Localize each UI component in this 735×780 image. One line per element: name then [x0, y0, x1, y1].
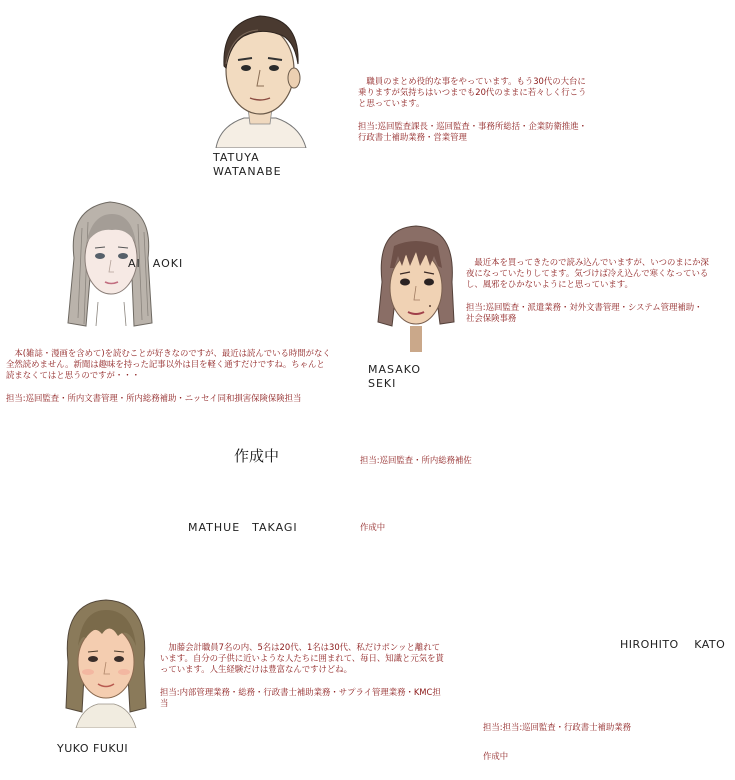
name-takagi: MATHUE TAKAGI: [188, 521, 298, 534]
intro-aoki: [6, 348, 332, 404]
duties-text: 担当:巡回監査課長・巡回監査・事務所総括・企業防衛推進・行政書士補助業務・営業管理: [358, 121, 587, 142]
name-fukui: YUKO FUKUI: [57, 742, 129, 755]
intro-watanabe: [358, 76, 594, 143]
name-seki-family: SEKI: [368, 377, 397, 390]
portrait-placeholder-takagi: 作成中: [234, 447, 280, 465]
name-seki-given: MASAKO: [368, 363, 421, 376]
intro-text: 加藤会計職員7名の内、5名は20代、1名は30代、私だけポンッと離れています。自分の子供に近いような人たちに囲まれて、毎日、知識と元気を貰っています。人生経験だけは豊富なんですけどね。: [160, 642, 444, 674]
portrait-fukui: [58, 596, 154, 728]
intro-kato: 作成中: [483, 751, 509, 761]
duties-text: 担当:巡回監査・所内文書管理・所内総務補助・ニッセイ同和損害保険保険担当: [6, 393, 302, 403]
intro-takagi: 作成中: [360, 522, 386, 532]
intro-text: 職員のまとめ役的な事をやっています。もう30代の大台に乗りますが気持ちはいつまでも20代のままに若々しく行こうと思っています。: [358, 76, 587, 108]
portrait-watanabe: [208, 8, 312, 148]
intro-fukui: [160, 642, 444, 709]
portrait-seki: [372, 222, 460, 357]
name-kato: HIROHITO KATO: [620, 638, 726, 651]
intro-text: 本(雑誌・漫画を含めて)を読むことが好きなのですが、最近は読んでいる時間がなく全然読めません。新聞は趣味を持った記事以外は目を軽く通すだけですね。ちゃんと読まなくてはと思うのですが・・・: [6, 348, 331, 380]
name-watanabe-family: WATANABE: [213, 165, 282, 178]
duties-kato: 担当:担当:巡回監査・行政書士補助業務: [483, 722, 632, 732]
name-aoki: AI AOKI: [128, 257, 184, 270]
duties-text: 担当:内部管理業務・総務・行政書士補助業務・サプライ管理業務・KMC担当: [160, 687, 441, 708]
duties-text: 担当:巡回監査・派遣業務・対外文書管理・システム管理補助・社会保険事務: [466, 302, 703, 323]
duties-takagi: 担当:巡回監査・所内総務補佐: [360, 455, 472, 465]
name-watanabe-given: TATUYA: [213, 151, 260, 164]
intro-seki: [466, 257, 710, 324]
intro-text: 最近本を買ってきたので読み込んでいますが、いつのまにか深夜になっていたりしてます。気づけば冷え込んで寒くなっているし、風邪をひかないようにと思っています。: [466, 257, 709, 289]
